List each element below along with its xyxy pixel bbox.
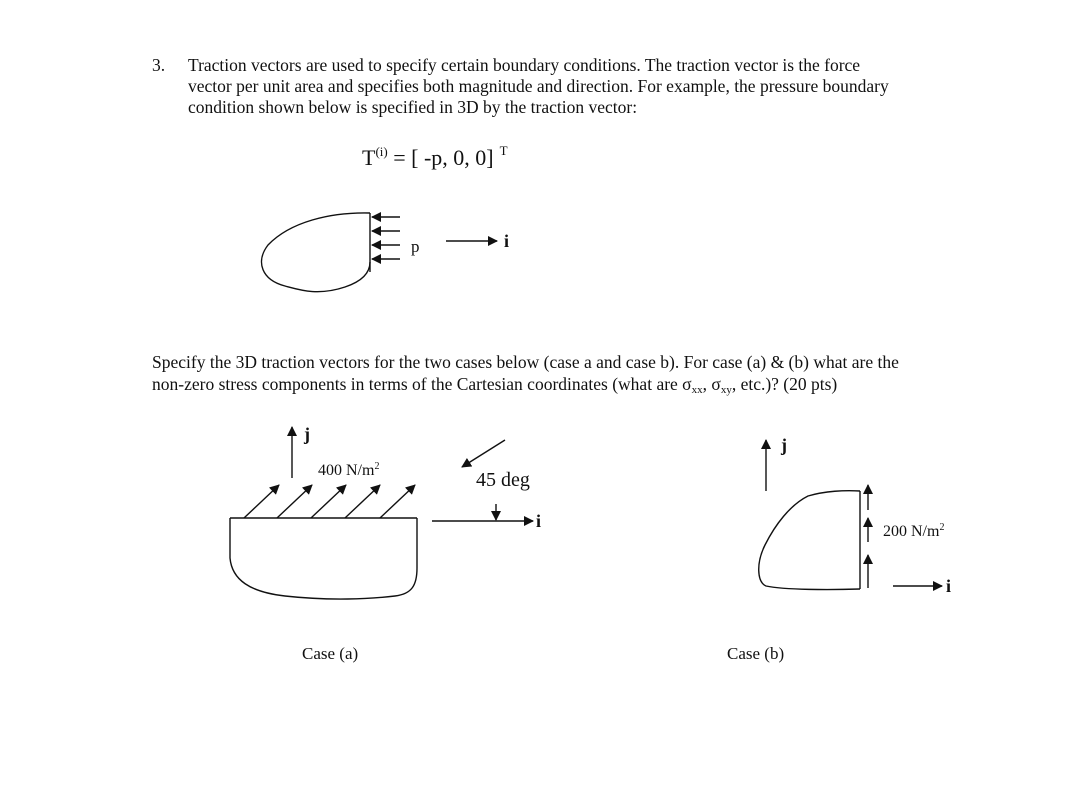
case-a-load-arrow [380,485,415,518]
example-body-figure [262,213,497,292]
example-i-axis-label: i [504,231,510,251]
case-b-body-outline [759,491,860,590]
equation-transpose: T [499,143,508,158]
case-a-angle-reference-line [462,440,505,467]
case-b-j-axis-label: j [781,435,787,455]
intro-line-2: vector per unit area and specifies both magnitude and direction. For example, the pressure boundary [188,76,889,96]
equation-lhs: T [362,145,376,170]
example-body-outline [262,213,370,292]
question-line-2: non-zero stress components in terms of the Cartesian coordinates (what are $\sigma_{xx}$, $\sigma_{xy}$, etc.)? (20 pts) [152,374,838,396]
problem-number: 3. [152,55,166,75]
intro-line-3: condition shown below is specified in 3D by the traction vector: [188,97,638,117]
case-a-figure [230,427,533,599]
case-a-i-axis-label: i [536,511,542,531]
example-pressure-label: p [411,237,420,256]
case-a-angle-label: 45 deg [476,469,530,491]
case-a-j-axis-label: j [304,424,310,444]
case-a-body-outline [230,518,417,599]
question-line-1: Specify the 3D traction vectors for the two cases below (case a and case b). For case (a) & (b) what are the [152,352,899,372]
case-a-load-arrow [311,485,346,518]
case-a-load-arrow [244,485,279,518]
case-b-caption: Case (b) [727,644,785,663]
equation-rhs: = [ -p, 0, 0] [393,145,494,170]
case-b-figure [759,440,945,590]
case-a-load-arrow [345,485,380,518]
equation-lhs-superscript: (i) [375,144,388,159]
case-a-load-arrow [277,485,312,518]
intro-line-1: Traction vectors are used to specify certain boundary conditions. The traction vector is the force [188,55,861,75]
case-a-caption: Case (a) [302,644,359,663]
case-a-load-label: 400 $N/m^2$ [318,461,380,479]
case-b-load-label: 200 $N/m^2$ [883,522,945,540]
case-b-i-axis-label: i [946,576,952,596]
